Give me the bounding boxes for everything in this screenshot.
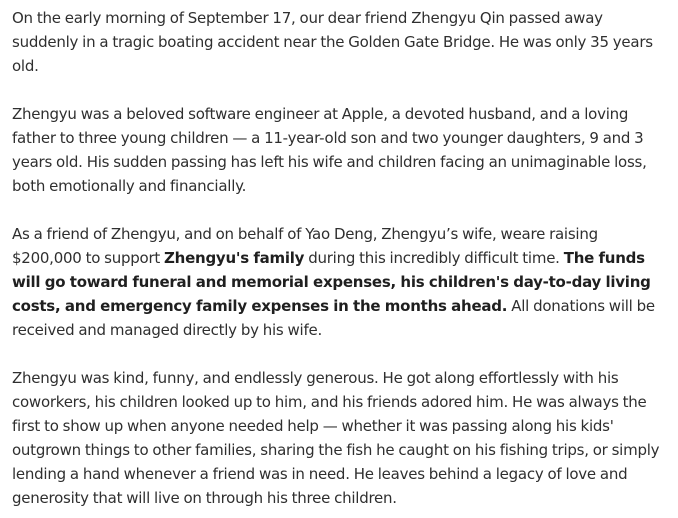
family-emphasis: Zhengyu's family <box>164 249 305 267</box>
story-paragraph-family: Zhengyu was a beloved software engineer at Apple, a devoted husband, and a loving father to three young children — a 11-year-old son and two younger daughters, 9 and 3 years old. His sudden passing has left his wife and children facing an unimaginable loss, both emotionally and financially. <box>12 105 647 195</box>
story-paragraph-tribute: Zhengyu was kind, funny, and endlessly generous. He got along effortlessly with his coworkers, his children looked up to him, and his friends adored him. He was always the first to show up when anyone needed help — whether it was passing along his kids' outgrown things to other families, sharing the fish he caught on his fishing trips, or simply lending a hand whenever a friend was in need. He leaves behind a legacy of love and generosity that will live on through his three children. <box>12 369 660 507</box>
fundraising-outro-text: All donations will be received and managed directly by his wife. <box>12 297 655 339</box>
story-paragraph-accident: On the early morning of September 17, our dear friend Zhengyu Qin passed away suddenly in a tragic boating accident near the Golden Gate Bridge. He was only 35 years old. <box>12 9 653 75</box>
story-paragraph-fundraising <box>12 222 668 342</box>
fundraising-intro-text: As a friend of Zhengyu, and on behalf of Yao Deng, Zhengyu’s wife, weare raising $200,000 to support <box>12 225 598 267</box>
funds-usage-emphasis: The funds will go toward funeral and memorial expenses, his children's day-to-day living costs, and emergency family expenses in the months ahead. <box>12 249 651 315</box>
fundraising-middle-text: during this incredibly difficult time. <box>304 249 564 267</box>
